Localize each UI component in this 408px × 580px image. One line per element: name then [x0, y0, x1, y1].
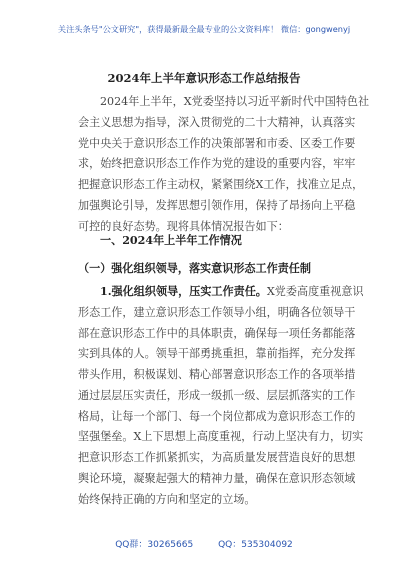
item1-line: 实到具体的人。领导干部勇挑重担，靠前指挥，充分发挥 — [78, 347, 356, 361]
intro-line: 加强舆论引导，发挥思想引领作用，保持了昂扬向上平稳 — [78, 198, 356, 212]
item1-line: 始终保持正确的方向和坚定的立场。 — [78, 492, 256, 506]
item1-line: 舆论环境，凝聚起强大的精神力量，确保在意识形态领域 — [78, 471, 356, 485]
subsection-heading: （一）强化组织领导，落实意识形态工作责任制 — [78, 262, 311, 275]
intro-line: 党中央关于意识形态工作的决策部署和市委、区委工作要 — [78, 136, 356, 150]
intro-line: 2024年上半年，X党委坚持以习近平新时代中国特色社 — [100, 95, 370, 108]
header-note: 关注头条号"公文研究"，获得最新最全最专业的公文资料库！ 微信：gongwenyj — [57, 24, 351, 34]
section-heading: 一、2024年上半年工作情况 — [100, 234, 242, 247]
item1-line: X党委高度重视意识 — [266, 285, 364, 298]
item1-line: 通过层层压实责任，形成一级抓一级、层层抓落实的工作 — [78, 388, 356, 402]
item1-line: 格局，让每一个部门、每一个岗位都成为意识形态工作的 — [78, 409, 356, 423]
item1-lead: 1.强化组织领导，压实工作责任。 — [100, 285, 267, 298]
document-title: 2024年上半年意识形态工作总结报告 — [107, 71, 301, 85]
intro-line: 求，始终把意识形态工作作为党的建设的重要内容，牢牢 — [78, 157, 356, 171]
item1-line: 形态工作，建立意识形态工作领导小组，明确各位领导干 — [78, 305, 356, 319]
footer-qq-number: QQ：535304092 — [218, 540, 293, 550]
footer-qq-group: QQ群：30265665 — [115, 540, 194, 550]
item1-line: 坚强堡垒。X上下思想上高度重视，行动上坚决有力，切实 — [78, 430, 364, 444]
item1-paragraph — [78, 282, 364, 510]
intro-paragraph — [78, 92, 370, 237]
intro-line: 会主义思想为指导，深入贯彻党的二十大精神，认真落实 — [78, 115, 356, 129]
item1-line: 带头作用，积极谋划、精心部署意识形态工作的各项举措 — [78, 368, 356, 381]
item1-line: 部在意识形态工作中的具体职责，确保每一项任务都能落 — [78, 326, 356, 340]
intro-line: 可控的良好态势。现将具体情况报告如下： — [78, 219, 289, 233]
intro-line: 把握意识形态工作主动权，紧紧围绕X工作，找准立足点， — [78, 178, 364, 191]
footer-contact — [0, 537, 408, 550]
item1-line: 把意识形态工作抓紧抓实，为高质量发展营造良好的思想 — [78, 451, 356, 464]
item1-first-line — [78, 282, 364, 303]
